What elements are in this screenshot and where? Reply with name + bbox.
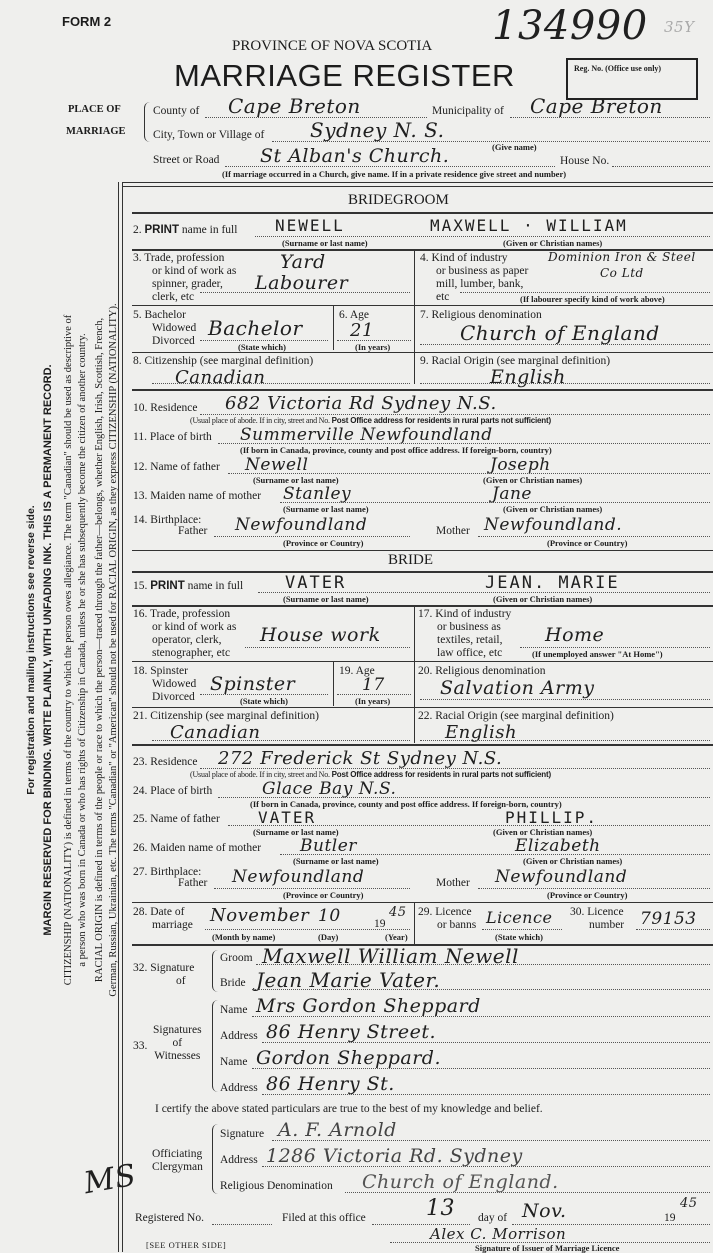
horizontal-rule	[132, 707, 713, 708]
margin-initials: MS	[81, 1157, 139, 1202]
form-label: FORM 2	[62, 14, 112, 29]
form-text: number	[589, 919, 625, 931]
form-text: Divorced	[152, 691, 195, 703]
margin-line-binding: MARGIN RESERVED FOR BINDING. WRITE PLAINLY, WITH UNFADING INK. THIS IS A PERMANENT RECORD.	[42, 364, 54, 936]
form-text: 15.	[133, 580, 148, 592]
bride-birthplace-parents-label: 27. Birthplace:	[133, 866, 202, 878]
groom-mother-label: 13. Maiden name of mother	[133, 490, 262, 502]
vertical-rule	[414, 902, 415, 944]
house-no-label: House No.	[560, 155, 610, 167]
form-text: or business as	[437, 621, 501, 633]
form-text: Signatures	[153, 1024, 202, 1036]
bride-religion-label: 20. Religious denomination	[418, 665, 546, 677]
form-text: (Usual place of abode. If in city, street and No.	[190, 770, 330, 779]
city-value: Sydney N. S.	[310, 118, 445, 142]
filed-year-prefix: 19	[664, 1212, 676, 1224]
form-text: Widowed	[152, 322, 197, 334]
licence-state-caption: (State which)	[495, 932, 543, 942]
groom-trade-label	[133, 252, 236, 304]
brace-icon	[144, 102, 150, 142]
licence-number: 79153	[640, 909, 697, 929]
issuer-signature: Alex C. Morrison	[430, 1225, 567, 1243]
groom-industry-line-1: Dominion Iron & Steel	[548, 250, 696, 264]
groom-residence: 682 Victoria Rd Sydney N.S.	[225, 393, 497, 414]
marriage-month: November	[210, 905, 310, 926]
groom-given-names: MAXWELL · WILLIAM	[430, 216, 628, 235]
groom-surname-caption: (Surname or last name)	[282, 238, 368, 248]
bride-heading: BRIDE	[388, 552, 433, 568]
bride-signature-label: Bride	[220, 977, 246, 989]
bride-mother-label: 26. Maiden name of mother	[133, 842, 262, 854]
bride-given-caption: (Given or Christian names)	[493, 594, 593, 604]
fill-in-line	[200, 768, 710, 769]
bride-mother-given-caption: (Given or Christian names)	[523, 856, 623, 866]
form-text: or business as paper	[436, 265, 529, 277]
groom-father-surname-caption: (Surname or last name)	[253, 475, 339, 485]
certification-statement: I certify the above stated particulars are true to the best of my knowledge and belief.	[155, 1103, 543, 1115]
fill-in-line	[200, 694, 328, 695]
fill-in-line	[482, 929, 562, 930]
horizontal-rule	[132, 902, 713, 903]
groom-age-caption: (In years)	[355, 342, 391, 352]
filed-month: Nov.	[522, 1200, 567, 1222]
groom-citizenship: Canadian	[175, 367, 266, 388]
form-text: Post Office address for residents in rural parts not sufficient)	[331, 770, 551, 779]
horizontal-rule	[122, 186, 713, 187]
municipality-label: Municipality of	[432, 105, 504, 117]
fill-in-line	[214, 536, 410, 537]
witness-1-name: Mrs Gordon Sheppard	[256, 995, 481, 1017]
form-text: 32. Signature	[133, 962, 195, 974]
bride-trade-label	[133, 608, 236, 660]
witnesses-label	[153, 1024, 202, 1063]
day-of-label: day of	[478, 1212, 508, 1224]
page-title: MARRIAGE REGISTER	[174, 58, 515, 93]
margin-line-racial-1: RACIAL ORIGIN is defined in terms of the people or race to which the person—traced through the father—belongs, whether English, Irish, Scottish, French,	[94, 317, 105, 983]
form-text: or kind of work as	[152, 265, 237, 277]
form-text: marriage	[152, 919, 193, 931]
fill-in-line	[200, 340, 328, 341]
form-text: (Usual place of abode. If in city, street and No.	[190, 416, 330, 425]
signature-of-label	[133, 962, 194, 988]
fill-in-line	[200, 292, 410, 293]
form-text: 29. Licence	[418, 906, 472, 918]
groom-father-birthplace-caption: (Province or Country)	[283, 538, 364, 548]
bride-age-caption: (In years)	[355, 696, 391, 706]
bride-mother-birthplace-caption: (Province or Country)	[547, 890, 628, 900]
bride-given-names: JEAN. MARIE	[485, 573, 620, 593]
margin-line-citizenship-1: CITIZENSHIP (NATIONALITY) is defined in terms of the country to which the person owes allegiance. The term "Canadian" should be used as descriptive of	[63, 314, 74, 986]
clergyman-address: 1286 Victoria Rd. Sydney	[266, 1145, 523, 1167]
unemployed-caption: (If unemployed answer "At Home")	[532, 649, 663, 659]
bride-surname-caption: (Surname or last name)	[283, 594, 369, 604]
clergyman-address-label: Address	[220, 1154, 258, 1166]
form-text: law office, etc	[437, 647, 503, 659]
fill-in-line	[218, 443, 710, 444]
bride-residence: 272 Frederick St Sydney N.S.	[218, 748, 503, 769]
groom-birthplace: Summerville Newfoundland	[240, 425, 493, 445]
fill-in-line	[280, 502, 710, 503]
groom-birthplace-parents-label: 14. Birthplace:	[133, 514, 202, 526]
fill-in-line	[460, 292, 710, 293]
fill-in-line	[337, 694, 411, 695]
groom-mother-birthplace: Newfoundland.	[484, 515, 623, 535]
bride-mother-surname-caption: (Surname or last name)	[293, 856, 379, 866]
witness-1-name-label: Name	[220, 1004, 248, 1016]
bride-racial-origin-label: 22. Racial Origin (see marginal definition)	[418, 710, 614, 722]
fill-in-line	[214, 888, 410, 889]
day-caption: (Day)	[318, 932, 339, 942]
bride-mother-birthplace-label: Mother	[436, 877, 470, 889]
form-text: Clergyman	[152, 1161, 203, 1173]
place-of-label: PLACE OF	[68, 104, 121, 115]
horizontal-rule	[132, 305, 713, 306]
horizontal-rule	[122, 182, 713, 183]
fill-in-line	[212, 1224, 272, 1225]
street-caption: (If marriage occurred in a Church, give name. If in a private residence give street and number)	[222, 169, 567, 179]
fill-in-line	[420, 383, 710, 384]
groom-trade-line-2: Labourer	[255, 272, 349, 294]
brace-icon	[212, 1000, 218, 1092]
clergyman-signature-label: Signature	[220, 1128, 265, 1140]
form-text: mill, lumber, bank,	[436, 278, 524, 290]
bride-father-surname-caption: (Surname or last name)	[253, 827, 339, 837]
groom-age: 21	[350, 320, 374, 341]
fill-in-line	[420, 740, 710, 741]
groom-name-label	[133, 224, 237, 237]
witness-1-address-label: Address	[220, 1030, 258, 1042]
form-text: etc	[436, 291, 450, 303]
groom-signature: Maxwell William Newell	[262, 944, 519, 968]
form-text: 30. Licence	[570, 906, 624, 918]
fill-in-line	[252, 1068, 710, 1069]
city-caption: (Give name)	[492, 142, 537, 152]
form-text: Divorced	[152, 335, 195, 347]
licence-number-label	[570, 906, 624, 932]
fill-in-line	[256, 964, 710, 965]
groom-father-birthplace-label: Father	[178, 525, 208, 537]
marriage-year: 45	[389, 905, 407, 920]
groom-religion: Church of England	[460, 321, 660, 345]
form-text: stenographer, etc	[152, 647, 231, 659]
bride-industry: Home	[545, 624, 605, 646]
bride-mother-birthplace: Newfoundland	[495, 867, 628, 887]
bride-status-caption: (State which)	[240, 696, 288, 706]
fill-in-line	[228, 473, 710, 474]
groom-racial-origin-label: 9. Racial Origin (see marginal definition)	[420, 355, 611, 367]
groom-mother-given-caption: (Given or Christian names)	[503, 504, 603, 514]
bride-father-given-caption: (Given or Christian names)	[493, 827, 593, 837]
form-text: of	[172, 1037, 183, 1049]
street-label: Street or Road	[153, 154, 220, 166]
bride-birthplace-caption: (If born in Canada, province, county and post office address. If foreign-born, country)	[250, 799, 562, 809]
horizontal-rule	[132, 389, 713, 391]
fill-in-line	[636, 929, 710, 930]
fill-in-line	[255, 236, 710, 237]
bride-birthplace-label: 24. Place of birth	[133, 785, 213, 797]
bride-father-given: PHILLIP.	[505, 808, 599, 827]
municipality-value: Cape Breton	[530, 94, 663, 118]
witness-2-name: Gordon Sheppard.	[256, 1047, 442, 1069]
marriage-day: 10	[318, 906, 341, 926]
fill-in-line	[478, 536, 710, 537]
vertical-rule	[414, 249, 415, 384]
bride-mother-given: Elizabeth	[515, 836, 601, 856]
form-text: PRINT	[150, 580, 185, 592]
bridegroom-heading: BRIDEGROOM	[348, 192, 449, 208]
bride-industry-label	[418, 608, 511, 660]
margin-instructions	[18, 150, 118, 1150]
fill-in-line	[152, 740, 410, 741]
groom-signature-label: Groom	[220, 952, 253, 964]
bride-age-label: 19. Age	[339, 665, 375, 677]
brace-icon	[212, 950, 218, 992]
form-text: 18. Spinster	[133, 665, 188, 677]
groom-status-label	[133, 309, 196, 348]
horizontal-rule	[132, 744, 713, 746]
groom-age-label: 6. Age	[339, 309, 370, 321]
form-text: Witnesses	[154, 1050, 201, 1062]
groom-religion-label: 7. Religious denomination	[420, 309, 542, 321]
register-number-faint: 35Y	[664, 18, 695, 36]
form-text: 3. Trade, profession	[133, 252, 225, 264]
fill-in-line	[272, 1140, 710, 1141]
groom-racial-origin: English	[490, 366, 566, 388]
margin-line-racial-2: German, Russian, Ukrainian, etc. The terms "Canadian" or "American" should not be used for RACIAL ORIGIN, as they express CITIZENSHIP (NATIONALITY).	[108, 303, 119, 997]
groom-mother-given: Jane	[492, 484, 532, 504]
form-text: 17. Kind of industry	[418, 608, 512, 620]
bride-citizenship: Canadian	[170, 722, 261, 743]
form-text: operator, clerk,	[152, 634, 222, 646]
groom-industry-label	[420, 252, 528, 304]
bride-status: Spinster	[210, 673, 296, 695]
filed-year: 45	[680, 1196, 698, 1211]
form-text: or kind of work as	[152, 621, 237, 633]
groom-father-surname: Newell	[245, 455, 309, 475]
groom-citizenship-label: 8. Citizenship (see marginal definition)	[133, 355, 314, 367]
vertical-rule	[118, 182, 119, 1252]
fill-in-line	[280, 854, 710, 855]
form-text: Widowed	[152, 678, 197, 690]
vertical-rule	[414, 605, 415, 743]
groom-birthplace-label: 11. Place of birth	[133, 431, 212, 443]
clergyman-label	[152, 1148, 203, 1174]
bride-status-label	[133, 665, 196, 704]
bride-father-label: 25. Name of father	[133, 813, 220, 825]
witness-2-address: 86 Henry St.	[266, 1073, 395, 1095]
groom-father-given: Joseph	[490, 455, 551, 475]
groom-status-caption: (State which)	[238, 342, 286, 352]
groom-trade-line-1: Yard	[280, 251, 326, 273]
bride-father-birthplace: Newfoundland	[232, 867, 365, 887]
bride-name-label	[133, 580, 243, 593]
fill-in-line	[218, 797, 710, 798]
witness-1-address: 86 Henry Street.	[266, 1021, 437, 1043]
form-text: 16. Trade, profession	[133, 608, 231, 620]
vertical-rule	[333, 305, 334, 350]
margin-line-citizenship-2: a person who was born in Canada or who has rights of Citizenship in Canada, unless he or she has subsequently become the citizen of another country.	[77, 333, 88, 967]
month-caption: (Month by name)	[212, 932, 276, 942]
groom-mother-surname: Stanley	[283, 484, 352, 504]
form-text: PRINT	[144, 224, 179, 236]
horizontal-rule	[132, 352, 713, 353]
filed-day: 13	[426, 1196, 455, 1221]
groom-birthplace-caption: (If born in Canada, province, county and post office address. If foreign-born, country)	[240, 445, 552, 455]
register-number-handwritten: 134990	[492, 3, 648, 49]
fill-in-line	[262, 1042, 710, 1043]
vertical-rule	[122, 182, 123, 1252]
horizontal-rule	[132, 661, 713, 662]
groom-mother-birthplace-caption: (Province or Country)	[547, 538, 628, 548]
form-text: 5. Bachelor	[133, 309, 187, 321]
fill-in-line	[252, 1016, 710, 1017]
horizontal-rule	[132, 605, 713, 607]
form-text: Post Office address for residents in rural parts not sufficient)	[331, 416, 551, 425]
city-label: City, Town or Village of	[153, 129, 265, 141]
form-text: name in full	[187, 580, 244, 592]
form-text: 28. Date of	[133, 906, 185, 918]
marriage-date-label	[133, 906, 193, 932]
county-value: Cape Breton	[228, 94, 361, 118]
fill-in-line	[420, 699, 710, 700]
fill-in-line	[205, 929, 410, 930]
bride-religion: Salvation Army	[440, 677, 595, 699]
brace-icon	[212, 1124, 218, 1194]
form-text: Officiating	[152, 1148, 203, 1160]
witness-2-address-label: Address	[220, 1082, 258, 1094]
fill-in-line	[262, 1166, 710, 1167]
bride-father-surname: VATER	[258, 808, 317, 827]
groom-mother-surname-caption: (Surname or last name)	[283, 504, 369, 514]
horizontal-rule	[132, 571, 713, 573]
groom-residence-label: 10. Residence	[133, 402, 198, 414]
labourer-caption: (If labourer specify kind of work above)	[520, 294, 665, 304]
form-text: name in full	[181, 224, 238, 236]
bride-residence-label: 23. Residence	[133, 756, 198, 768]
fill-in-line	[520, 647, 710, 648]
fill-in-line	[478, 888, 710, 889]
issuer-caption: Signature of Issuer of Marriage Licence	[475, 1243, 620, 1253]
filed-label: Filed at this office	[282, 1212, 366, 1224]
licence-or-banns: Licence	[486, 908, 553, 927]
groom-given-caption: (Given or Christian names)	[503, 238, 603, 248]
groom-mother-birthplace-label: Mother	[436, 525, 470, 537]
bride-age: 17	[362, 675, 385, 695]
form-text: of	[176, 975, 186, 987]
county-label: County of	[153, 105, 200, 117]
margin-line-registration: For registration and mailing instructions see reverse side.	[25, 505, 37, 795]
bride-trade: House work	[260, 624, 381, 646]
clergyman-denomination-label: Religious Denomination	[220, 1180, 333, 1192]
year-caption: (Year)	[385, 932, 408, 942]
bride-mother-surname: Butler	[300, 836, 357, 856]
clergyman-signature: A. F. Arnold	[278, 1119, 397, 1141]
groom-industry-line-2: Co Ltd	[600, 266, 644, 280]
groom-surname: NEWELL	[275, 216, 345, 235]
witness-2-name-label: Name	[220, 1056, 248, 1068]
fill-in-line	[420, 344, 710, 345]
marriage-label: MARRIAGE	[66, 126, 126, 137]
horizontal-rule	[132, 550, 713, 551]
fill-in-line	[262, 1094, 710, 1095]
form-text: 2.	[133, 224, 142, 236]
fill-in-line	[612, 166, 710, 167]
form-text: spinner, grader,	[152, 278, 223, 290]
groom-father-birthplace: Newfoundland	[235, 515, 368, 535]
witnesses-number: 33.	[133, 1040, 148, 1052]
bride-birthplace: Glace Bay N.S.	[262, 779, 397, 799]
fill-in-line	[152, 383, 410, 384]
fill-in-line	[252, 989, 710, 990]
form-text: 4. Kind of industry	[420, 252, 508, 264]
vertical-rule	[333, 661, 334, 706]
fill-in-line	[345, 1192, 710, 1193]
bride-citizenship-label: 21. Citizenship (see marginal definition)	[133, 710, 319, 722]
registered-no-label: Registered No.	[135, 1212, 204, 1224]
form-text: or banns	[437, 919, 477, 931]
fill-in-line	[200, 414, 710, 415]
bride-father-birthplace-caption: (Province or Country)	[283, 890, 364, 900]
street-value: St Alban's Church.	[260, 145, 450, 167]
bride-signature: Jean Marie Vater.	[256, 968, 441, 992]
form-text: textiles, retail,	[437, 634, 503, 646]
horizontal-rule	[132, 212, 713, 214]
fill-in-line	[245, 647, 410, 648]
form-text: clerk, etc	[152, 291, 195, 303]
clergyman-denomination: Church of England.	[362, 1171, 559, 1193]
reg-no-label: Reg. No. (Office use only)	[574, 64, 662, 73]
fill-in-line	[337, 340, 411, 341]
groom-father-given-caption: (Given or Christian names)	[483, 475, 583, 485]
licence-or-banns-label	[418, 906, 476, 932]
see-other-side: [SEE OTHER SIDE]	[146, 1240, 227, 1250]
groom-status: Bachelor	[208, 316, 303, 340]
bride-racial-origin: English	[445, 722, 518, 743]
fill-in-line	[228, 825, 710, 826]
bride-surname: VATER	[285, 573, 347, 593]
groom-father-label: 12. Name of father	[133, 461, 220, 473]
bride-father-birthplace-label: Father	[178, 877, 208, 889]
marriage-year-prefix: 19	[374, 918, 386, 930]
province-heading: PROVINCE OF NOVA SCOTIA	[232, 38, 433, 54]
